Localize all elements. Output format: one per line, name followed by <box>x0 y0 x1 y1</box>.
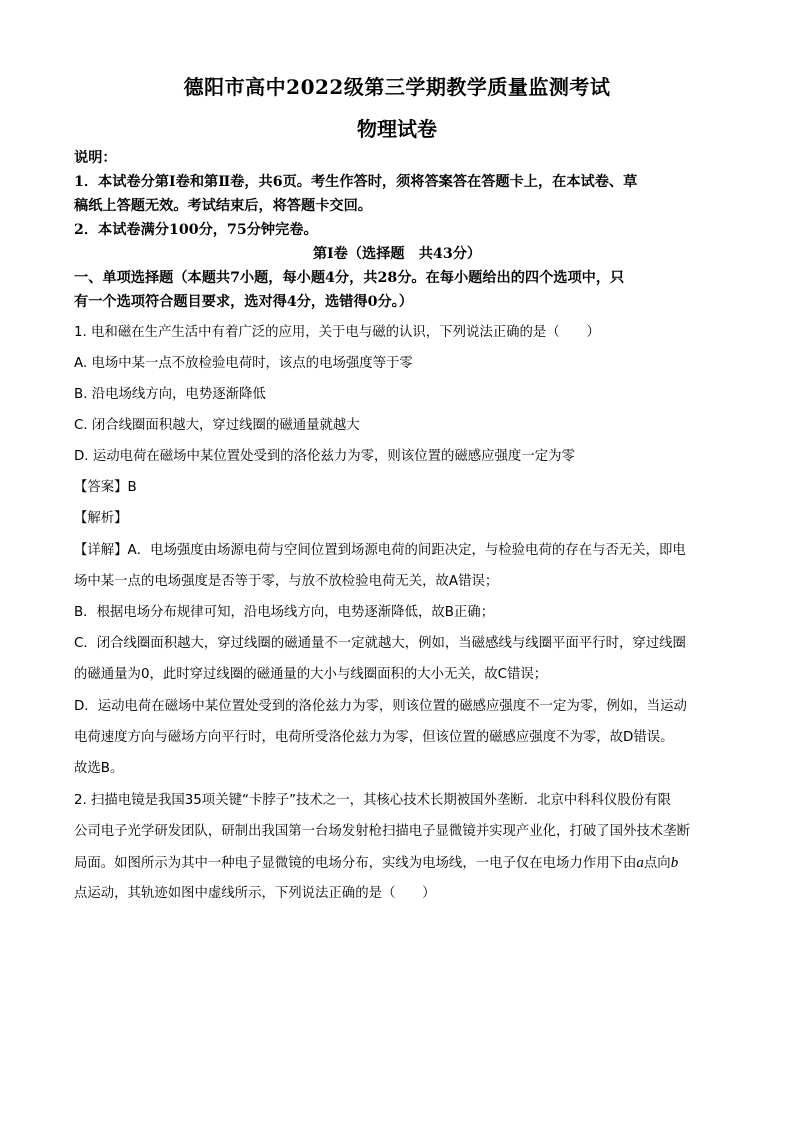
q1-option-d: D. 运动电荷在磁场中某位置处受到的洛伦兹力为零，则该位置的磁感应强度一定为零 <box>74 449 575 464</box>
q1-analysis-heading: 【解析】 <box>74 511 128 526</box>
q1-detail-4: C．闭合线圈面积越大，穿过线圈的磁通量不一定就越大，例如，当磁感线与线圈平面平行时，穿过线圈 <box>74 636 686 651</box>
exam-subtitle: 物理试卷 <box>357 117 437 141</box>
q2-line-1: 2. 扫描电镜是我国35项关键“卡脖子”技术之一，其核心技术长期被国外垄断．北京中科科仪股份有限 <box>74 793 671 808</box>
section-instruction-2: 有一个选项符合题目要求，选对得4分，选错得0分。） <box>74 294 413 310</box>
q1-option-b: B. 沿电场线方向，电势逐渐降低 <box>74 387 266 402</box>
q2-line-3-text-a: 局面。如图所示为其中一种电子显微镜的电场分布，实线为电场线，一电子仅在电场力作用下由 <box>74 856 637 871</box>
q1-answer: 【答案】B <box>74 480 137 495</box>
q1-option-c: C. 闭合线圈面积越大，穿过线圈的磁通量就越大 <box>74 418 360 433</box>
q1-option-a: A. 电场中某一点不放检验电荷时，该点的电场强度等于零 <box>74 356 413 371</box>
q1-detail-5: 的磁通量为0，此时穿过线圈的磁通量的大小与线圈面积的大小无关，故C错误； <box>74 667 548 682</box>
q2-line-3-text-b: 点向 <box>643 856 671 871</box>
q1-detail-6: D．运动电荷在磁场中某位置处受到的洛伦兹力为零，则该位置的磁感应强度不一定为零，例如，当运动 <box>74 699 687 714</box>
q1-stem: 1. 电和磁在生产生活中有着广泛的应用，关于电与磁的认识，下列说法正确的是（ ） <box>74 325 600 340</box>
q1-detail-1: 【详解】A．电场强度由场源电荷与空间位置到场源电荷的间距决定，与检验电荷的存在与否无关，即电 <box>74 543 686 558</box>
q2-line-3 <box>74 853 724 874</box>
q2-var-b: b <box>670 855 679 871</box>
q2-var-a: a <box>636 855 644 871</box>
section-instruction-1: 一、单项选择题（本题共7小题，每小题4分，共28分。在每小题给出的四个选项中，只 <box>74 270 625 286</box>
notes-heading: 说明： <box>74 150 117 166</box>
q1-detail-3: B．根据电场分布规律可知，沿电场线方向，电势逐渐降低，故B正确； <box>74 605 495 620</box>
notes-line-2: 稿纸上答题无效。考试结束后，将答题卡交回。 <box>74 198 372 214</box>
section-title: 第Ⅰ卷（选择题 共43分） <box>312 246 482 262</box>
notes-line-3: 2．本试卷满分100分，75分钟完卷。 <box>74 222 318 238</box>
notes-line-1: 1．本试卷分第Ⅰ卷和第Ⅱ卷，共6页。考生作答时，须将答案答在答题卡上，在本试卷、草 <box>74 174 638 190</box>
q1-detail-2: 场中某一点的电场强度是否等于零，与放不放检验电荷无关，故A错误； <box>74 574 499 589</box>
q1-conclusion: 故选B。 <box>74 761 124 776</box>
q2-line-2: 公司电子光学研发团队，研制出我国第一台场发射枪扫描电子显微镜并实现产业化，打破了国外技术垄断 <box>74 824 690 839</box>
q1-detail-7: 电荷速度方向与磁场方向平行时，电荷所受洛伦兹力为零，但该位置的磁感应强度不为零，故D错误。 <box>74 730 674 745</box>
exam-title: 德阳市高中2022级第三学期教学质量监测考试 <box>183 75 611 99</box>
q2-line-4: 点运动，其轨迹如图中虚线所示，下列说法正确的是（ ） <box>74 886 436 901</box>
